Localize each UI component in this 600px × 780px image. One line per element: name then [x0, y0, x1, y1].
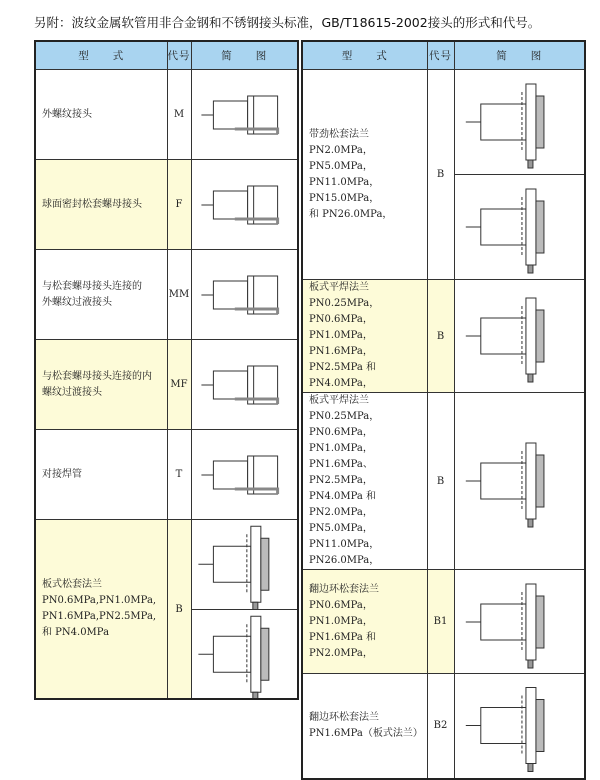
diagram-cell	[454, 393, 585, 570]
code-cell: B	[427, 280, 454, 393]
table-row	[35, 250, 298, 340]
diagram-cell	[191, 520, 298, 700]
type-line: 外螺纹接头	[42, 108, 92, 120]
type-line: 带劲松套法兰	[309, 128, 369, 140]
type-line: PN0.25MPa，PN0.6MPa，	[309, 298, 380, 325]
fitting-diagram	[455, 175, 584, 279]
type-cell	[302, 393, 427, 570]
type-line: 板式平焊法兰	[309, 395, 369, 406]
header-row	[302, 41, 585, 70]
diagram-cell	[191, 160, 298, 250]
diagram-cell	[454, 70, 585, 280]
fitting-diagram	[455, 674, 584, 777]
type-line: PN2.5MPa，PN4.0MPa 和	[309, 475, 377, 502]
type-line: PN1.6MPa（板式法兰）	[309, 727, 423, 739]
code-cell: MM	[167, 250, 191, 340]
fitting-diagram	[192, 71, 299, 159]
type-line: PN1.6MPa 和 PN2.0MPa，	[309, 631, 377, 659]
code-cell: B	[427, 393, 454, 570]
code-cell: B2	[427, 674, 454, 779]
type-line: PN0.25MPa，PN0.6MPa，	[309, 411, 380, 438]
diagram-cell	[191, 70, 298, 160]
type-line: 与松套螺母接头连接的内	[42, 370, 152, 382]
type-line: PN0.6MPa，PN1.0MPa，	[309, 599, 373, 627]
table-row	[302, 674, 585, 779]
type-line: PN2.5MPa 和 PN4.0MPa，	[309, 362, 377, 389]
type-line: 板式松套法兰	[42, 579, 102, 590]
fitting-diagram	[192, 341, 299, 429]
code-cell: F	[167, 160, 191, 250]
fitting-diagram	[455, 571, 584, 673]
header-diagram: 简 图	[191, 41, 298, 70]
type-cell	[35, 70, 167, 160]
table-row	[35, 160, 298, 250]
fitting-diagram	[192, 431, 299, 519]
right-table	[301, 40, 586, 780]
diagram-cell	[454, 280, 585, 393]
type-line: 和 PN26.0MPa，	[309, 208, 393, 220]
type-cell	[35, 520, 167, 700]
header-code: 代号	[427, 41, 454, 70]
type-cell	[302, 570, 427, 674]
fitting-diagram	[455, 429, 584, 533]
type-line: PN1.6MPa,PN2.5MPa,	[42, 611, 157, 622]
type-cell	[302, 280, 427, 393]
type-line: PN11.0MPa，PN26.0MPa，	[309, 539, 380, 566]
code-cell: B1	[427, 570, 454, 674]
fitting-diagram	[192, 251, 299, 339]
type-line: 球面密封松套螺母接头	[42, 198, 142, 210]
type-line: PN1.0MPa，PN1.6MPa，	[309, 330, 373, 357]
type-cell	[302, 674, 427, 779]
type-line: PN0.6MPa,PN1.0MPa,	[42, 595, 157, 606]
type-line: 对接焊管	[42, 468, 82, 480]
type-line: PN11.0MPa，PN15.0MPa，	[309, 176, 380, 204]
diagram-cell	[191, 250, 298, 340]
type-line: 翻边环松套法兰	[309, 711, 379, 723]
table-row	[302, 280, 585, 393]
header-row	[35, 41, 298, 70]
header-diagram: 简 图	[454, 41, 585, 70]
table-row	[302, 70, 585, 280]
table-row	[35, 520, 298, 700]
type-cell	[35, 250, 167, 340]
code-cell: T	[167, 430, 191, 520]
code-cell: B	[427, 70, 454, 280]
diagram-cell	[191, 340, 298, 430]
fitting-diagram	[192, 610, 299, 699]
table-row	[35, 430, 298, 520]
type-cell	[35, 430, 167, 520]
type-cell	[35, 340, 167, 430]
page-title: 另附：波纹金属软管用非合金钢和不锈钢接头标准，GB/T18615-2002接头的形式和代号。	[34, 15, 541, 30]
type-line: 与松套螺母接头连接的	[42, 280, 142, 292]
type-line: PN2.0MPa，PN5.0MPa，	[309, 507, 373, 534]
type-line: 螺纹过渡接头	[42, 386, 102, 398]
table-row	[302, 570, 585, 674]
table-row	[35, 340, 298, 430]
header-type: 型 式	[302, 41, 427, 70]
type-cell	[35, 160, 167, 250]
fitting-diagram	[192, 161, 299, 249]
diagram-cell	[454, 570, 585, 674]
code-cell: M	[167, 70, 191, 160]
type-line: 板式平焊法兰	[309, 282, 369, 293]
type-line: 和 PN4.0MPa	[42, 627, 110, 638]
code-cell: MF	[167, 340, 191, 430]
type-line: 外螺纹过液接头	[42, 296, 112, 308]
type-line: 翻边环松套法兰	[309, 583, 379, 595]
fitting-diagram	[455, 70, 584, 174]
header-type: 型 式	[35, 41, 167, 70]
diagram-cell	[454, 674, 585, 779]
type-cell	[302, 70, 427, 280]
type-line: PN1.0MPa，PN1.6MPa、	[309, 443, 373, 470]
left-table	[34, 40, 299, 700]
fitting-diagram	[192, 520, 299, 609]
diagram-cell	[191, 430, 298, 520]
table-row	[35, 70, 298, 160]
table-row	[302, 393, 585, 570]
type-line: PN2.0MPa，PN5.0MPa，	[309, 144, 373, 172]
code-cell: B	[167, 520, 191, 700]
fitting-diagram	[455, 285, 584, 387]
header-code: 代号	[167, 41, 191, 70]
